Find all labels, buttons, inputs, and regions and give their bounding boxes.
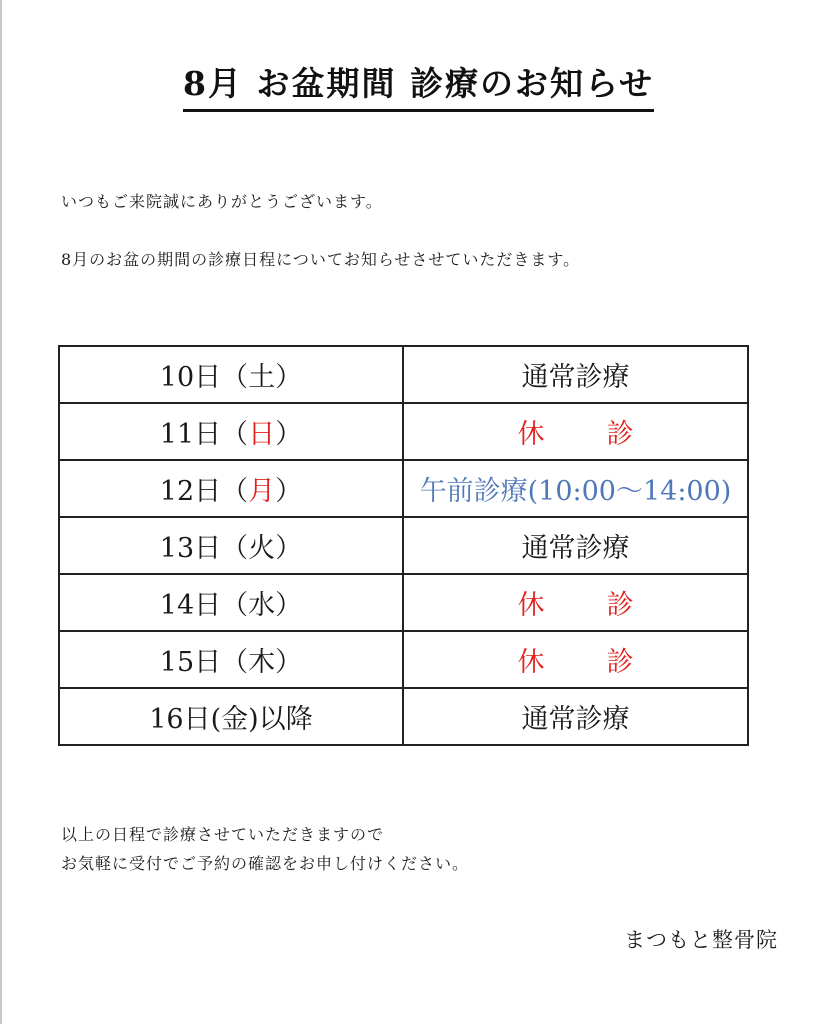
status-closed-first: 休 [517,590,545,621]
status-cell [403,460,748,517]
table-row [59,574,748,631]
notice-title-text: 8月 お盆期間 診療のお知らせ [183,58,654,112]
date-day: 16日 [149,704,211,735]
date-day: 10日 [159,362,222,393]
date-cell [59,688,403,745]
date-paren-open: （ [221,590,249,621]
date-weekday: 日 [248,419,276,450]
date-paren-open: （ [221,533,249,564]
date-cell [59,346,403,403]
date-weekday: 水 [248,590,276,621]
date-paren-close: ） [275,533,303,564]
clinic-name: まつもと整骨院 [624,928,778,952]
date-paren-close: ） [275,590,303,621]
date-weekday: 土 [248,362,276,393]
status-closed-second: 診 [606,419,634,450]
date-weekday: 金 [221,704,249,735]
status-cell [403,631,748,688]
table-row [59,517,748,574]
table-row [59,346,748,403]
date-cell [59,460,403,517]
status-cell [403,688,748,745]
table-row [59,403,748,460]
date-paren-open: ( [210,704,222,735]
closing-line-2: お気軽に受付でご予約の確認をお申し付けください。 [61,854,470,873]
status-normal: 通常診療 [521,704,630,735]
date-paren-open: （ [221,419,249,450]
date-paren-close: )以降 [248,704,313,735]
date-paren-close: ） [275,647,303,678]
date-paren-open: （ [221,362,249,393]
date-day: 14日 [159,590,222,621]
page-edge-line [0,0,2,1024]
intro-description: 8月のお盆の期間の診療日程についてお知らせさせていただきます。 [61,250,581,269]
date-paren-close: ） [275,476,303,507]
date-weekday: 火 [248,533,276,564]
date-paren-close: ） [275,362,303,393]
table-row [59,688,748,745]
status-normal: 通常診療 [521,533,630,564]
date-paren-open: （ [221,647,249,678]
status-cell [403,403,748,460]
table-row [59,460,748,517]
schedule-table [58,345,749,746]
status-closed-first: 休 [517,419,545,450]
status-closed-second: 診 [606,590,634,621]
notice-title [0,58,837,112]
table-row [59,631,748,688]
status-half-day: 午前診療(10:00～14:00) [419,476,732,507]
date-weekday: 月 [248,476,276,507]
status-closed-first: 休 [517,647,545,678]
status-normal: 通常診療 [521,362,630,393]
date-cell [59,517,403,574]
status-cell [403,346,748,403]
date-paren-open: （ [221,476,249,507]
date-cell [59,403,403,460]
date-day: 15日 [159,647,222,678]
date-weekday: 木 [248,647,276,678]
intro-greeting: いつもご来院誠にありがとうございます。 [61,192,383,211]
date-day: 13日 [159,533,222,564]
status-cell [403,574,748,631]
date-day: 12日 [159,476,222,507]
date-cell [59,574,403,631]
status-closed-second: 診 [606,647,634,678]
date-day: 11日 [159,419,222,450]
date-cell [59,631,403,688]
date-paren-close: ） [275,419,303,450]
closing-line-1: 以上の日程で診療させていただきますので [61,825,385,844]
status-cell [403,517,748,574]
